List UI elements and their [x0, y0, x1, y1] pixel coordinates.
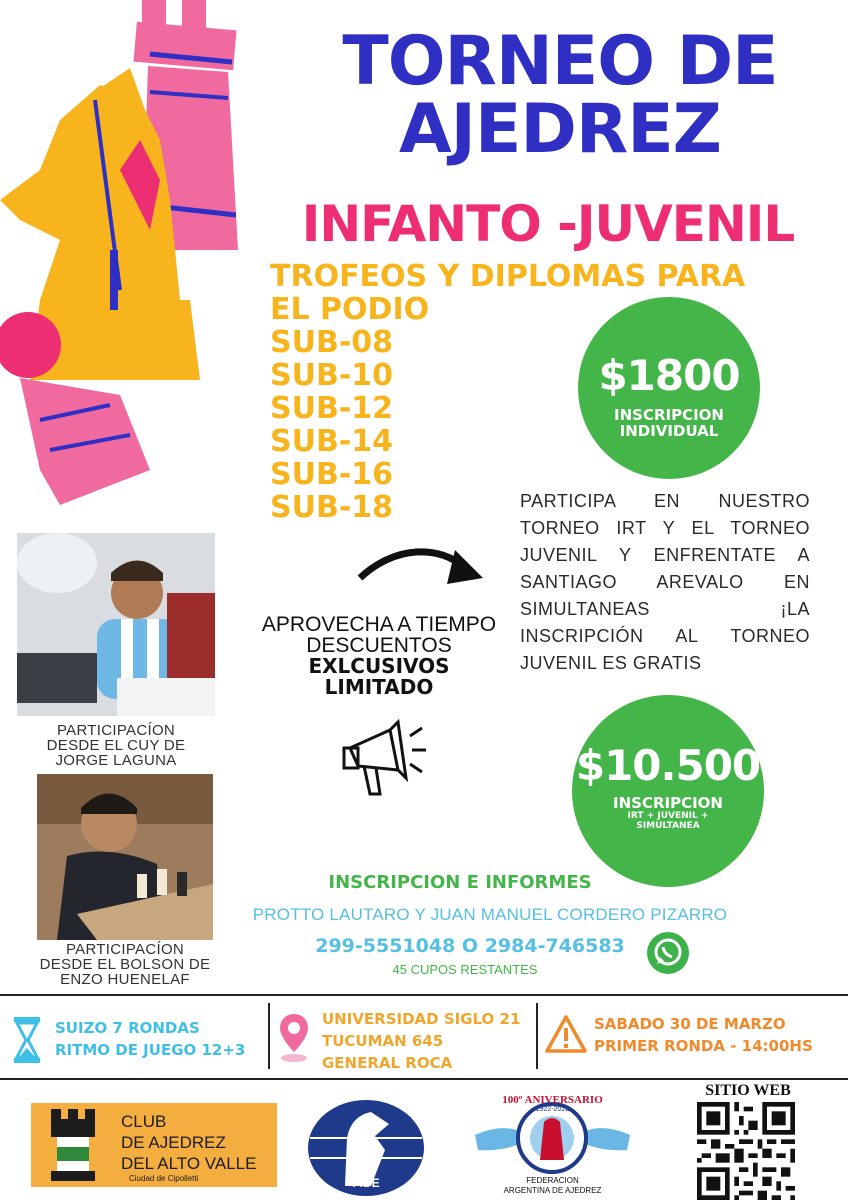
caption-line: JORGE LAGUNA	[55, 752, 177, 769]
curved-arrow-icon	[355, 540, 485, 590]
organizers-text: PROTTO LAUTARO Y JUAN MANUEL CORDERO PIZARRO	[252, 905, 728, 924]
date-info	[594, 1013, 813, 1057]
contact-heading: INSCRIPCION E INFORMES	[328, 872, 592, 893]
club-name-line: DE AJEDREZ	[121, 1133, 226, 1152]
info-divider	[536, 1003, 538, 1069]
page-title	[290, 22, 830, 169]
venue-info	[322, 1008, 520, 1074]
fada-logo	[470, 1090, 635, 1200]
caption-line: DESDE EL BOLSON DE	[39, 956, 211, 973]
photo-caption-2	[37, 942, 213, 987]
whatsapp-icon	[645, 930, 691, 976]
price-individual-amount: $1800	[598, 351, 740, 400]
megaphone-icon	[340, 718, 430, 800]
category-item: SUB-08	[270, 325, 394, 360]
price-individual-badge	[578, 297, 760, 479]
price-combo-label: IRT + JUVENIL +	[627, 811, 709, 821]
caption-line: PARTICIPACÍON	[65, 941, 185, 958]
prizes-line-1: TROFEOS Y DIPLOMAS PARA	[270, 259, 746, 294]
venue-line: TUCUMAN 645	[322, 1032, 444, 1050]
chess-pieces-illustration	[0, 0, 250, 520]
promo-line-bold: EXLCUSIVOS	[308, 654, 450, 678]
title-line-1: TORNEO DE	[342, 22, 778, 101]
player-photo-2	[37, 774, 213, 940]
club-tagline: Ciudad de Cipolletti	[129, 1174, 199, 1183]
prizes-line-2: EL PODIO	[270, 292, 430, 327]
fide-logo	[305, 1098, 427, 1198]
format-line: SUIZO 7 RONDAS	[55, 1019, 200, 1037]
player-photo-1	[17, 533, 215, 716]
fada-name	[470, 1176, 635, 1196]
price-combo-label: SIMULTANEA	[636, 821, 700, 831]
caption-line: PARTICIPACÍON	[56, 722, 176, 739]
promo-text	[248, 614, 510, 698]
venue-line: GENERAL ROCA	[322, 1054, 453, 1072]
info-divider	[268, 1003, 270, 1069]
qr-code[interactable]	[697, 1102, 795, 1200]
promo-line-bold: LIMITADO	[324, 675, 434, 699]
category-item: SUB-14	[270, 424, 394, 459]
fada-years: 1922-2022	[535, 1106, 570, 1113]
page-subtitle: INFANTO -JUVENIL	[301, 195, 795, 253]
hourglass-icon	[12, 1016, 42, 1064]
fada-name-line: ARGENTINA DE AJEDREZ	[503, 1186, 602, 1195]
price-combo-label: INSCRIPCION	[613, 794, 723, 812]
location-pin-icon	[278, 1012, 310, 1064]
fide-label: FIDE	[352, 1176, 380, 1190]
format-info	[55, 1017, 245, 1061]
warning-icon	[545, 1014, 587, 1054]
club-rook-icon	[47, 1107, 99, 1183]
photo-caption-1	[17, 723, 215, 768]
fada-name-line: FEDERACION	[526, 1176, 579, 1185]
info-divider-top	[0, 994, 848, 996]
caption-line: DESDE EL CUY DE	[46, 737, 186, 754]
fada-anniversary: 100º ANIVERSARIO	[502, 1094, 603, 1106]
club-name-line: CLUB	[121, 1112, 167, 1131]
description-text: PARTICIPA EN NUESTRO TORNEO IRT Y EL TORNEO JUVENIL Y ENFRENTATE A SANTIAGO AREVALO EN SIMULTANEAS ¡LA INSCRIPCIÓN AL TORNEO JUVENIL ES GRATIS	[520, 491, 810, 673]
spots-remaining: 45 CUPOS RESTANTES	[392, 962, 538, 977]
website-label: SITIO WEB	[705, 1082, 791, 1099]
club-name-line: DEL ALTO VALLE	[121, 1154, 257, 1173]
date-line: SABADO 30 DE MARZO	[594, 1015, 786, 1033]
price-combo-badge	[572, 695, 764, 887]
promo-line: APROVECHA A TIEMPO	[261, 613, 497, 636]
price-individual-label: INDIVIDUAL	[619, 422, 719, 440]
category-item: SUB-10	[270, 358, 394, 393]
phone-numbers: 299-5551048 O 2984-746583	[315, 935, 625, 957]
title-line-2: AJEDREZ	[399, 90, 721, 169]
club-logo	[31, 1103, 277, 1187]
promo-line: DESCUENTOS	[306, 634, 452, 657]
price-combo-amount: $10.500	[575, 741, 761, 790]
format-line: RITMO DE JUEGO 12+3	[55, 1041, 246, 1059]
category-item: SUB-16	[270, 457, 394, 492]
caption-line: ENZO HUENELAF	[60, 971, 190, 988]
category-item: SUB-12	[270, 391, 394, 426]
date-line: PRIMER RONDA - 14:00HS	[594, 1037, 813, 1055]
price-individual-label: INSCRIPCION	[614, 406, 724, 424]
info-divider-bottom	[0, 1078, 848, 1080]
venue-line: UNIVERSIDAD SIGLO 21	[322, 1010, 521, 1028]
category-item: SUB-18	[270, 490, 394, 525]
